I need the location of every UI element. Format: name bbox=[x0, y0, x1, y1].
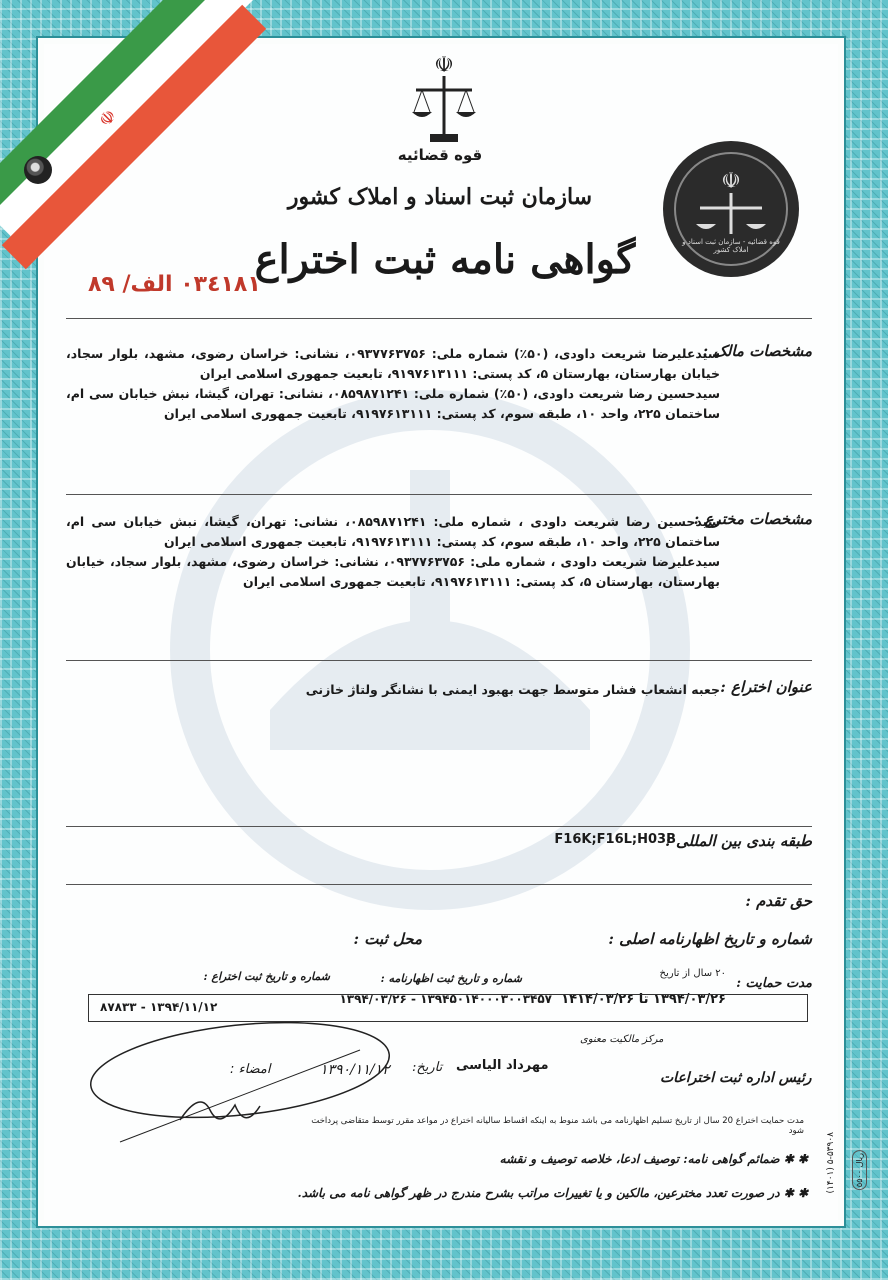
owner-line: سیدحسین رضا شریعت داودی، (۵۰٪) شماره ملی: ۰۸۵۹۸۷۱۲۴۱، نشانی: تهران، گیشا، نبش خیابان سی ام، ساختمان ۲۲۵، واحد ۱۰، طبقه سوم، کد پستی: ۹۱۹۷۶۱۳۱۱۱، تابعیت جمهوری اسلامی ایران bbox=[66, 386, 720, 421]
side-form-code: (۱۴۰۱) ۵-۵۳۹۰۸ bbox=[826, 1132, 836, 1194]
declaration-reg-value: ۱۳۹۴۵۰۱۴۰۰۰۳۰۰۳۴۵۷ - ۱۳۹۴/۰۳/۲۶ bbox=[339, 992, 552, 1006]
protection-note: مدت حمایت اختراع 20 سال از تاریخ تسلیم اظهارنامه می باشد منوط به اینکه اقساط سالیانه اختراع در مواعد مقرر توسط متقاضی پرداخت شود bbox=[311, 1116, 804, 1136]
footnote-attachments: ✱ ✱ ضمائم گواهی نامه: توصیف ادعا، خلاصه توصیف و نقشه bbox=[499, 1152, 808, 1166]
priority-section bbox=[66, 892, 812, 922]
inventors-text bbox=[66, 512, 720, 592]
owners-text bbox=[66, 344, 720, 424]
invention-title-value: جعبه انشعاب فشار متوسط جهت بهبود ایمنی با نشانگر ولتاژ خازنی bbox=[305, 682, 720, 697]
declaration-label: شماره و تاریخ اظهارنامه اصلی : bbox=[608, 930, 812, 948]
divider bbox=[66, 660, 812, 661]
svg-text:☫: ☫ bbox=[721, 169, 741, 194]
official-seal bbox=[660, 138, 802, 280]
declaration-reg-label: شماره و تاریخ ثبت اظهارنامه : bbox=[380, 972, 522, 985]
classification-value: F16K;F16L;H03B bbox=[554, 832, 676, 847]
ip-center-label: مرکز مالکیت معنوی bbox=[580, 1034, 664, 1045]
patent-reg-label: شماره و تاریخ ثبت اختراع : bbox=[203, 970, 330, 983]
date-value: ۱۳۹۰/۱۱/۱۲ bbox=[320, 1062, 390, 1078]
certificate-title: گواهی نامه ثبت اختراع bbox=[254, 236, 636, 283]
svg-text:☫: ☫ bbox=[434, 53, 454, 78]
iran-flag-corner bbox=[0, 0, 280, 280]
divider bbox=[66, 318, 812, 319]
organization-name: سازمان ثبت اسناد و املاک کشور bbox=[287, 184, 593, 210]
protection-dates: ۱۳۹۴/۰۳/۲۶ تا ۱۴۱۴/۰۳/۲۶ bbox=[561, 992, 726, 1007]
inventor-line: سیدعلیرضا شریعت داودی ، شماره ملی: ۰۹۳۷۷۶۳۷۵۶، نشانی: خراسان رضوی، مشهد، بلوار سجاد، خیابان بهارستان، بهارستان ۵، کد پستی: ۹۱۹۷۶۱۳۱۱۱، تابعیت جمهوری اسلامی ایران bbox=[66, 554, 720, 589]
owner-line: سیدعلیرضا شریعت داودی، (۵۰٪) شماره ملی: ۰۹۳۷۷۶۳۷۵۶، نشانی: خراسان رضوی، مشهد، بلوار سجاد، خیابان بهارستان، بهارستان ۵، کد پستی: ۹۱۹۷۶۱۳۱۱۱، تابعیت جمهوری اسلامی ایران bbox=[66, 346, 720, 381]
invention-title-label: عنوان اختراع : bbox=[720, 678, 812, 696]
classification-label: طبقه بندی بین المللی : bbox=[665, 832, 812, 850]
inventors-label: مشخصات مخترع : bbox=[693, 510, 812, 528]
signature-label: امضاء : bbox=[230, 1062, 271, 1077]
owners-section bbox=[66, 340, 812, 490]
invention-title-section bbox=[66, 676, 812, 736]
judiciary-label: قوه قضائیه bbox=[397, 146, 483, 164]
divider bbox=[66, 826, 812, 827]
divider bbox=[66, 494, 812, 495]
priority-label: حق تقدم : bbox=[745, 892, 812, 910]
classification-section bbox=[66, 832, 812, 872]
declaration-section bbox=[66, 930, 812, 960]
footnote-multiple-inventors: ✱ ✱ در صورت تعدد مخترعین، مالکین و یا تغییرات مراتب بشرح مندرج در ظهر گواهی نامه می باشد. bbox=[297, 1186, 808, 1200]
director-label: رئیس اداره ثبت اختراعات bbox=[660, 1070, 812, 1086]
inventor-line: سیدحسین رضا شریعت داودی ، شماره ملی: ۰۸۵۹۸۷۱۲۴۱، نشانی: تهران، گیشا، نبش خیابان سی ام، ساختمان ۲۲۵، واحد ۱۰، طبقه سوم، کد پستی: ۹۱۹۷۶۱۳۱۱۱، تابعیت جمهوری اسلامی ایران bbox=[66, 514, 720, 549]
seal-text: قوه قضائیه - سازمان ثبت اسناد و املاک کشور bbox=[682, 238, 780, 254]
patent-reg-value: ۱۳۹۴/۱۱/۱۲ - ۸۷۸۳۳ bbox=[100, 1000, 218, 1014]
protection-label: مدت حمایت : bbox=[736, 976, 812, 991]
owners-label: مشخصات مالک : bbox=[702, 342, 812, 360]
place-label: محل ثبت : bbox=[353, 930, 422, 948]
serial-number: ٠٣٤١٨١ الف/ ٨٩ bbox=[88, 272, 261, 297]
date-label: تاریخ: bbox=[412, 1060, 443, 1075]
protection-duration: ۲۰ سال از تاریخ bbox=[659, 968, 726, 979]
scales-of-justice-icon bbox=[408, 50, 480, 146]
inventors-section bbox=[66, 508, 812, 638]
grommet-icon bbox=[24, 156, 52, 184]
side-price: ۵۵۰۰ ریال bbox=[852, 1150, 867, 1190]
flag-emblem-icon: ☫ bbox=[94, 105, 122, 132]
divider bbox=[66, 884, 812, 885]
director-name: مهرداد الیاسی bbox=[456, 1058, 549, 1073]
